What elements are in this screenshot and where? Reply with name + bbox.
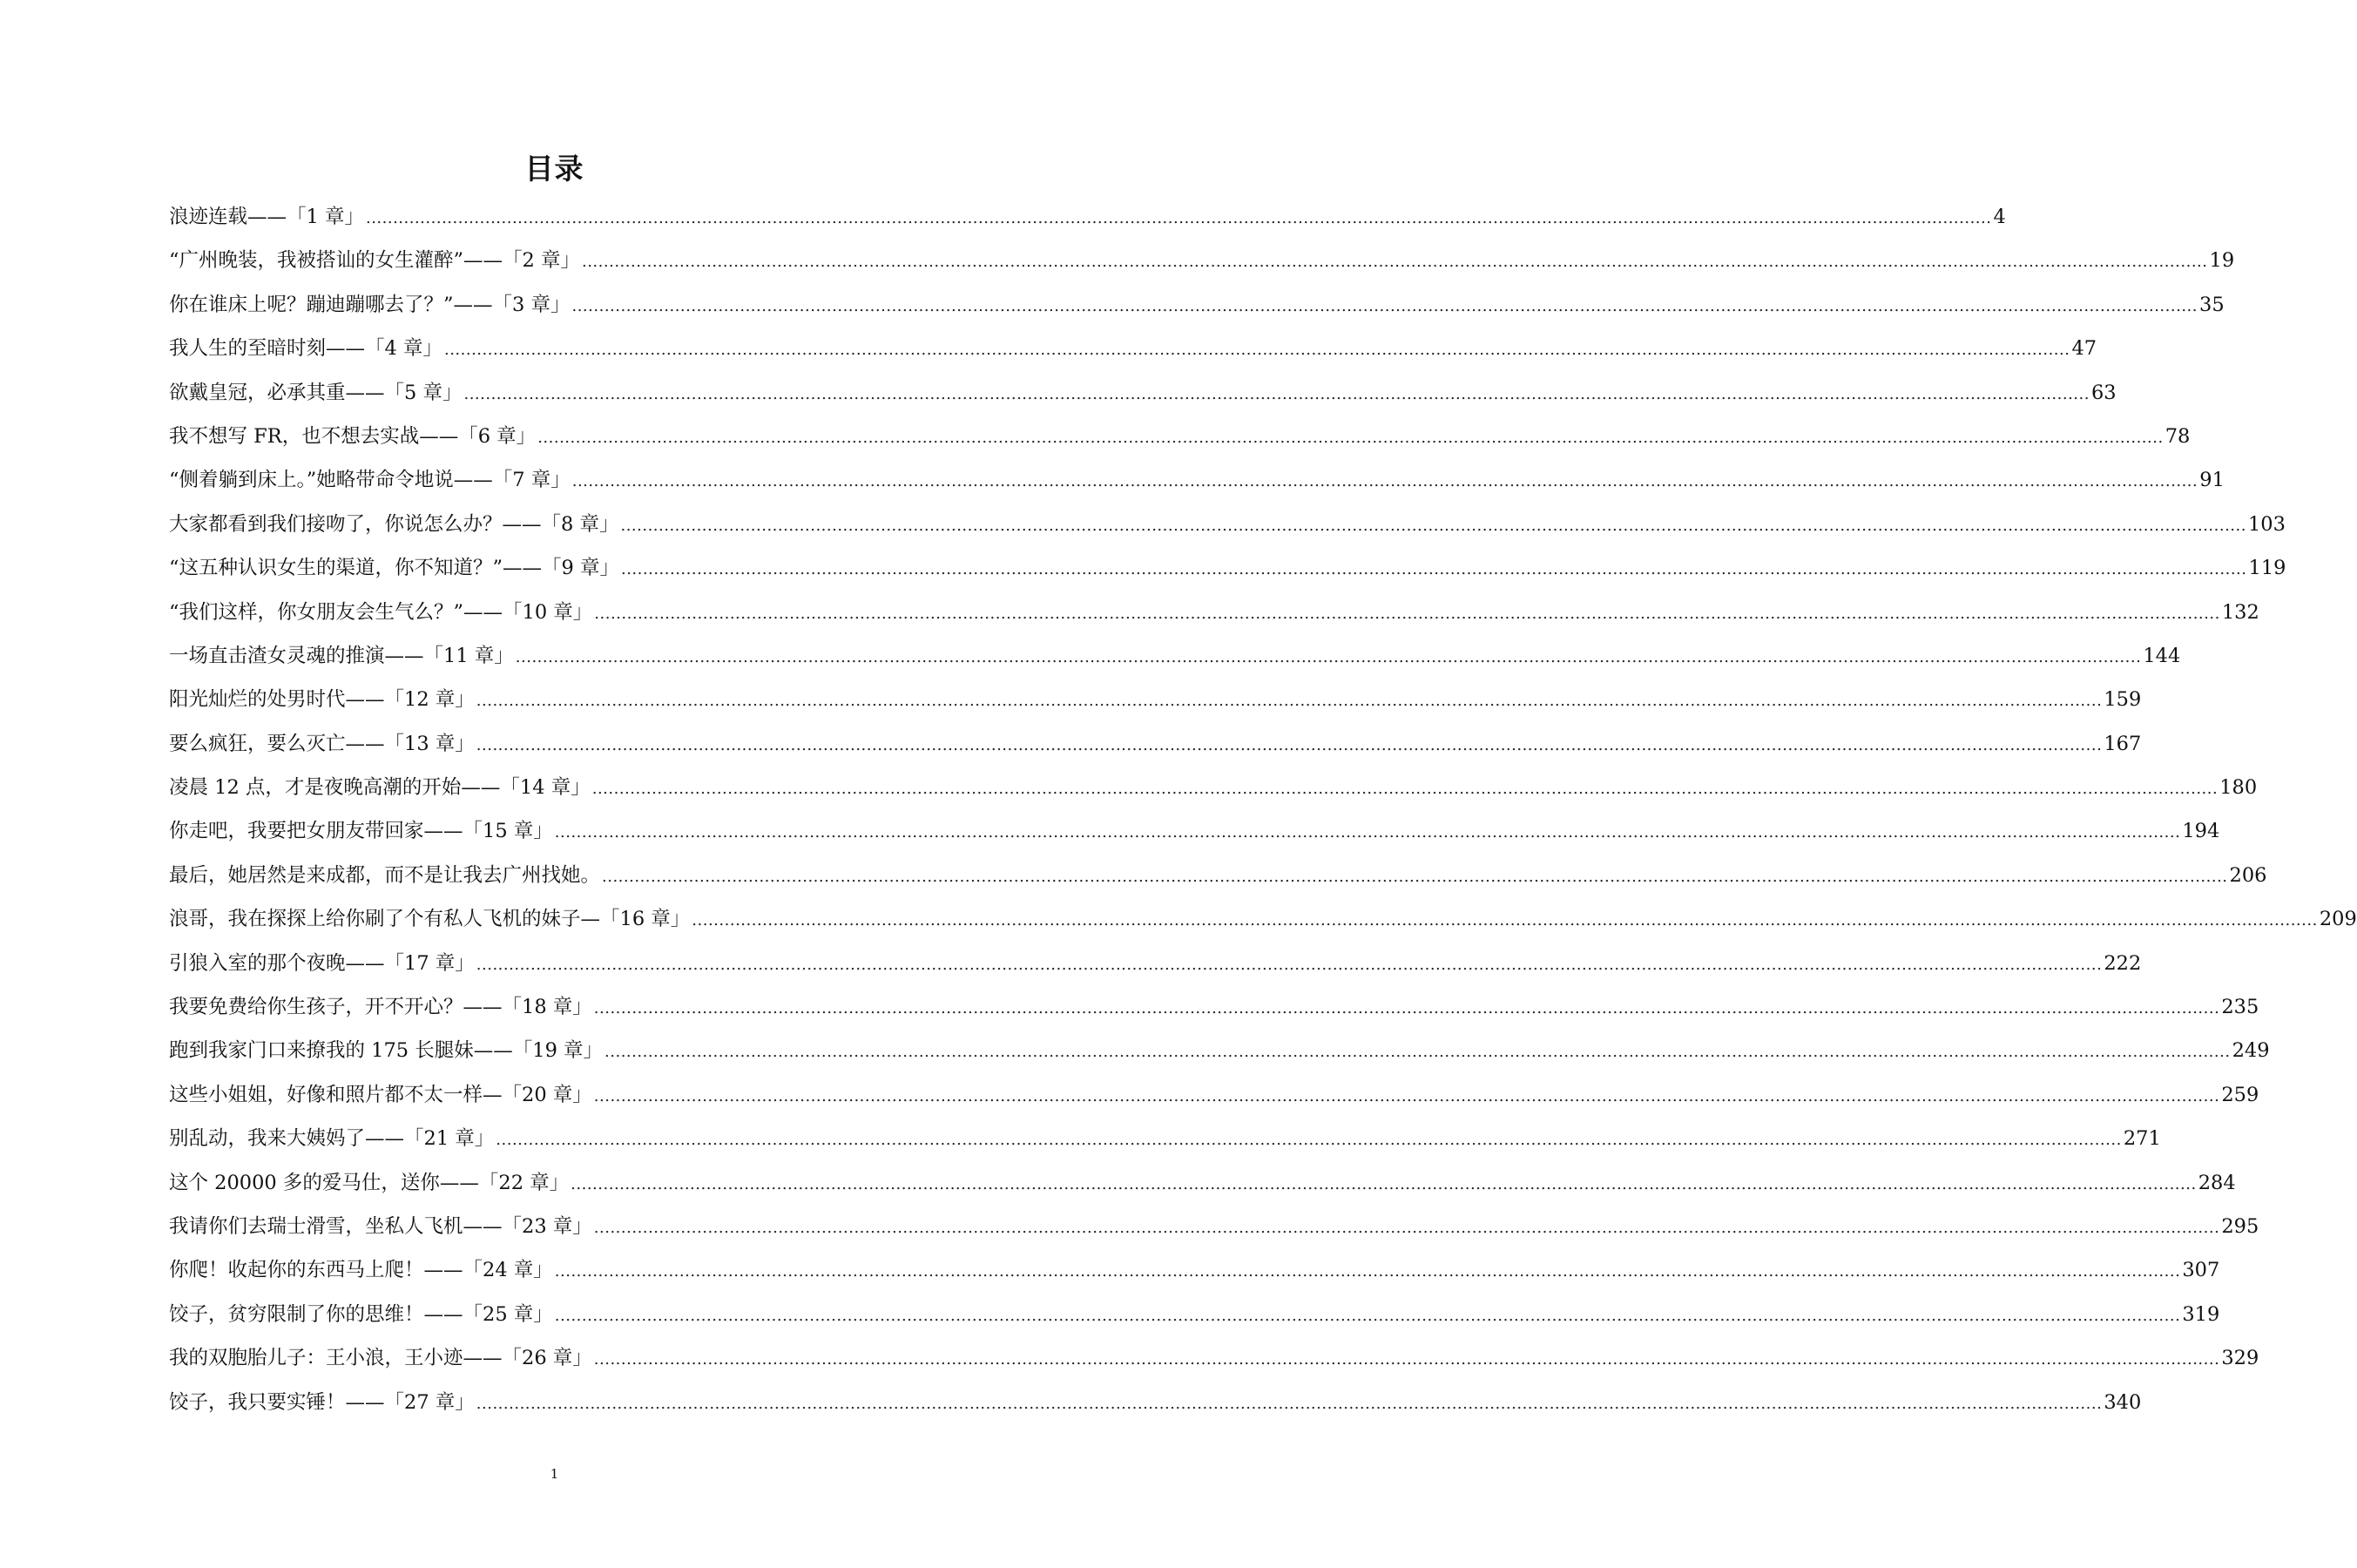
toc-entry-title: 这个 20000 多的爱马仕，送你——「22 章」 xyxy=(169,1171,570,1194)
toc-entry-title: 你爬！收起你的东西马上爬！——「24 章」 xyxy=(169,1259,553,1282)
toc-entry-page-number: 319 xyxy=(2182,1302,2220,1326)
toc-entry-page-number: 271 xyxy=(2123,1127,2161,1151)
toc-entry-title: 你在谁床上呢？蹦迪蹦哪去了？”——「3 章」 xyxy=(169,293,571,316)
toc-entry[interactable] xyxy=(169,1293,2220,1336)
dot-leader: ............................................................................................................................................................................................................................................................................................................ xyxy=(594,604,2220,623)
toc-entry[interactable] xyxy=(169,415,2191,458)
toc-entry[interactable] xyxy=(169,1381,2142,1424)
toc-entry-page-number: 63 xyxy=(2090,381,2117,404)
dot-leader: ............................................................................................................................................................................................................................................................................................................ xyxy=(476,692,2103,711)
toc-entry-page-number: 194 xyxy=(2182,820,2220,843)
toc-entry-page-number: 206 xyxy=(2229,863,2267,887)
toc-entry-page-number: 47 xyxy=(2071,337,2097,361)
toc-entry-page-number: 132 xyxy=(2221,600,2259,624)
toc-entry-page-number: 235 xyxy=(2221,996,2259,1019)
toc-entry-title: 饺子，我只要实锤！——「27 章」 xyxy=(169,1390,475,1414)
dot-leader: ............................................................................................................................................................................................................................................................................................................ xyxy=(463,384,2090,403)
toc-entry-page-number: 249 xyxy=(2232,1039,2270,1063)
toc-entry-page-number: 35 xyxy=(2199,293,2225,316)
toc-entry[interactable] xyxy=(169,766,2258,809)
dot-leader: ............................................................................................................................................................................................................................................................................................................ xyxy=(476,1394,2103,1413)
dot-leader: ............................................................................................................................................................................................................................................................................................................ xyxy=(602,867,2228,886)
toc-entry[interactable] xyxy=(169,546,2286,590)
dot-leader: ............................................................................................................................................................................................................................................................................................................ xyxy=(496,1131,2122,1150)
toc-entry-page-number: 91 xyxy=(2199,469,2225,492)
toc-entry-title: 我不想写 FR，也不想去实战——「6 章」 xyxy=(169,424,537,448)
toc-entry[interactable] xyxy=(169,1117,2161,1160)
dot-leader: ............................................................................................................................................................................................................................................................................................................ xyxy=(476,735,2103,754)
toc-entry-title: 浪哥，我在探探上给你刷了个有私人飞机的妹子—「16 章」 xyxy=(169,908,691,931)
dot-leader: ............................................................................................................................................................................................................................................................................................................ xyxy=(554,823,2181,842)
toc-title: 目录 xyxy=(524,152,584,186)
dot-leader: ............................................................................................................................................................................................................................................................................................................ xyxy=(554,1306,2181,1325)
toc-entry-title: “广州晚装，我被搭讪的女生灌醉”——「2 章」 xyxy=(169,249,580,273)
dot-leader: ............................................................................................................................................................................................................................................................................................................ xyxy=(515,647,2142,666)
toc-entry[interactable] xyxy=(169,809,2220,853)
toc-entry-title: 阳光灿烂的处男时代——「12 章」 xyxy=(169,688,475,712)
toc-entry[interactable] xyxy=(169,722,2142,766)
dot-leader: ............................................................................................................................................................................................................................................................................................................ xyxy=(365,209,1992,227)
toc-entry-title: 要么疯狂，要么灭亡——「13 章」 xyxy=(169,732,475,755)
toc-entry[interactable] xyxy=(169,1205,2259,1248)
dot-leader: ............................................................................................................................................................................................................................................................................................................ xyxy=(604,1043,2231,1062)
toc-entry-page-number: 340 xyxy=(2104,1390,2142,1414)
dot-leader: ............................................................................................................................................................................................................................................................................................................ xyxy=(443,341,2070,360)
toc-entry-title: 这些小姐姐，好像和照片都不太一样—「20 章」 xyxy=(169,1083,592,1106)
toc-entry[interactable] xyxy=(169,239,2235,282)
toc-entry[interactable] xyxy=(169,503,2286,546)
toc-entry[interactable] xyxy=(169,458,2225,502)
toc-entry-page-number: 144 xyxy=(2143,644,2181,667)
toc-entry-page-number: 180 xyxy=(2219,776,2258,800)
toc-entry-page-number: 222 xyxy=(2104,951,2142,975)
toc-entry-title: 最后，她居然是来成都，而不是让我去广州找她。 xyxy=(169,863,601,887)
toc-entry-title: “我们这样，你女朋友会生气么？”——「10 章」 xyxy=(169,600,593,624)
toc-entry-page-number: 209 xyxy=(2319,908,2357,931)
toc-entry[interactable] xyxy=(169,1161,2236,1205)
toc-entry-page-number: 284 xyxy=(2198,1171,2236,1194)
toc-entry[interactable] xyxy=(169,371,2117,415)
toc-entry[interactable] xyxy=(169,283,2225,327)
toc-entry-page-number: 167 xyxy=(2104,732,2142,755)
dot-leader: ............................................................................................................................................................................................................................................................................................................ xyxy=(620,560,2247,579)
toc-entry[interactable] xyxy=(169,985,2259,1029)
dot-leader: ............................................................................................................................................................................................................................................................................................................ xyxy=(593,1086,2220,1105)
toc-entry[interactable] xyxy=(169,195,2006,239)
table-of-contents xyxy=(169,195,2357,1424)
toc-entry[interactable] xyxy=(169,591,2259,634)
toc-entry-page-number: 119 xyxy=(2248,557,2286,580)
dot-leader: ............................................................................................................................................................................................................................................................................................................ xyxy=(593,999,2220,1018)
dot-leader: ............................................................................................................................................................................................................................................................................................................ xyxy=(537,428,2164,447)
toc-entry-title: 浪迹连载——「1 章」 xyxy=(169,206,364,228)
toc-entry-page-number: 4 xyxy=(1993,206,2006,228)
toc-entry-title: 别乱动，我来大姨妈了——「21 章」 xyxy=(169,1127,495,1151)
toc-entry-title: 跑到我家门口来撩我的 175 长腿妹——「19 章」 xyxy=(169,1039,604,1063)
toc-entry-title: 你走吧，我要把女朋友带回家——「15 章」 xyxy=(169,820,553,843)
toc-entry-page-number: 78 xyxy=(2165,424,2191,448)
dot-leader: ............................................................................................................................................................................................................................................................................................................ xyxy=(593,1350,2220,1369)
toc-entry-page-number: 259 xyxy=(2221,1083,2259,1106)
toc-entry-page-number: 19 xyxy=(2209,249,2235,273)
toc-entry-title: 我要免费给你生孩子，开不开心？——「18 章」 xyxy=(169,996,592,1019)
toc-entry[interactable] xyxy=(169,678,2142,721)
toc-entry-title: 欲戴皇冠，必承其重——「5 章」 xyxy=(169,381,463,404)
toc-entry-title: 凌晨 12 点，才是夜晚高潮的开始——「14 章」 xyxy=(169,776,591,800)
toc-entry-title: 我的双胞胎儿子：王小浪，王小迹——「26 章」 xyxy=(169,1347,592,1370)
dot-leader: ............................................................................................................................................................................................................................................................................................................ xyxy=(591,780,2219,799)
toc-entry-title: “这五种认识女生的渠道，你不知道？”——「9 章」 xyxy=(169,557,619,580)
toc-entry-title: 饺子，贫穷限制了你的思维！——「25 章」 xyxy=(169,1302,553,1326)
toc-entry[interactable] xyxy=(169,1029,2270,1072)
dot-leader: ............................................................................................................................................................................................................................................................................................................ xyxy=(571,472,2198,491)
toc-entry-title: 大家都看到我们接吻了，你说怎么办？——「8 章」 xyxy=(169,512,619,536)
toc-entry-title: 引狼入室的那个夜晚——「17 章」 xyxy=(169,951,475,975)
toc-entry[interactable] xyxy=(169,1248,2220,1292)
toc-entry-page-number: 329 xyxy=(2221,1347,2259,1370)
toc-entry-page-number: 159 xyxy=(2104,688,2142,712)
toc-entry[interactable] xyxy=(169,1073,2259,1117)
toc-entry-title: 我请你们去瑞士滑雪，坐私人飞机——「23 章」 xyxy=(169,1214,592,1238)
toc-entry-title: 我人生的至暗时刻——「4 章」 xyxy=(169,337,442,361)
dot-leader: ............................................................................................................................................................................................................................................................................................................ xyxy=(581,253,2208,272)
toc-entry[interactable] xyxy=(169,1336,2259,1380)
dot-leader: ............................................................................................................................................................................................................................................................................................................ xyxy=(571,296,2198,315)
toc-entry[interactable] xyxy=(169,897,2357,941)
toc-entry-page-number: 307 xyxy=(2182,1259,2220,1282)
dot-leader: ............................................................................................................................................................................................................................................................................................................ xyxy=(593,1218,2220,1237)
dot-leader: ............................................................................................................................................................................................................................................................................................................ xyxy=(692,911,2318,930)
toc-entry-page-number: 295 xyxy=(2221,1214,2259,1238)
toc-entry[interactable] xyxy=(169,327,2097,370)
page-number: 1 xyxy=(550,1466,559,1482)
toc-entry-title: “侧着躺到床上。”她略带命令地说——「7 章」 xyxy=(169,469,571,492)
toc-entry-title: 一场直击渣女灵魂的推演——「11 章」 xyxy=(169,644,514,667)
dot-leader: ............................................................................................................................................................................................................................................................................................................ xyxy=(476,955,2103,974)
toc-entry-page-number: 103 xyxy=(2247,512,2286,536)
dot-leader: ............................................................................................................................................................................................................................................................................................................ xyxy=(554,1262,2181,1281)
dot-leader: ............................................................................................................................................................................................................................................................................................................ xyxy=(571,1174,2197,1193)
dot-leader: ............................................................................................................................................................................................................................................................................................................ xyxy=(620,516,2246,535)
toc-entry[interactable] xyxy=(169,634,2181,678)
toc-entry[interactable] xyxy=(169,942,2142,985)
toc-entry[interactable] xyxy=(169,854,2267,897)
